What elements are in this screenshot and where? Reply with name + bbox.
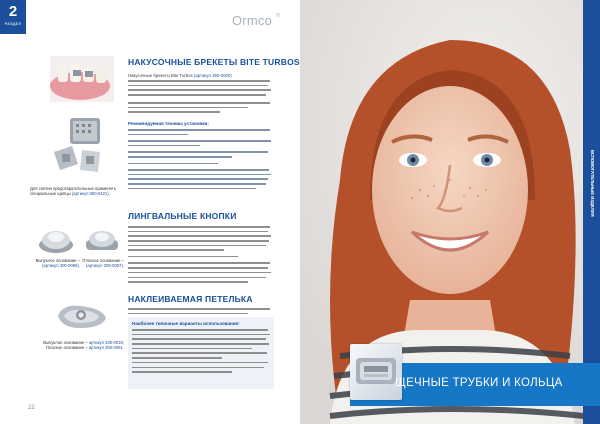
caption-line-2 — [26, 345, 124, 350]
info-box-heading: Наиболее типичные варианты использования: — [132, 321, 240, 326]
caption-code: (артикул 300-0097). — [86, 263, 124, 268]
caption-code: (артикул 300-0096). — [42, 263, 80, 268]
caption-code: (артикул 900-0421). — [71, 191, 110, 196]
bite-turbo-caption — [30, 186, 118, 196]
right-page — [300, 0, 600, 424]
section-title-lingual-buttons: ЛИНГВАЛЬНЫЕ КНОПКИ — [128, 211, 237, 221]
caption-code: артикул 300-0091. — [88, 345, 124, 350]
caption-text: Для снятия предотвратительные применять специальные щипцы — [30, 186, 116, 196]
side-strip-label: ВСПОМОГАТЕЛЬНЫЕ ИЗДЕЛИЯ — [590, 150, 595, 217]
registered-mark-icon: ® — [276, 13, 280, 19]
usage-paragraph — [128, 102, 272, 116]
intro-paragraph — [128, 80, 272, 99]
page-number: 22 — [28, 405, 35, 411]
caption-label: Выпуклое основание – — [43, 340, 88, 345]
instructions-heading: Рекомендуемая техника установки: — [128, 121, 209, 126]
bite-turbo-model-photo — [50, 56, 114, 102]
lingual-convex-caption — [34, 258, 80, 268]
buccal-tube-photo — [350, 344, 402, 400]
info-box-text — [132, 329, 272, 376]
usage-info-box — [128, 317, 274, 389]
section-label: РАЗДЕЛ — [4, 21, 22, 26]
bonded-eyelet-photo — [52, 298, 112, 334]
brand-logo: Ormco — [232, 13, 272, 28]
section-tab — [0, 0, 26, 34]
lingual-paragraph — [128, 226, 274, 286]
bite-turbo-product-photo — [50, 116, 108, 178]
banner-title: ЩЕЧНЫЕ ТРУБКИ И КОЛЬЦА — [395, 377, 563, 389]
lingual-button-convex-photo — [38, 228, 74, 254]
section-title-bonded-eyelet: НАКЛЕИВАЕМАЯ ПЕТЕЛЬКА — [128, 294, 253, 304]
eyelet-caption — [26, 340, 124, 350]
caption-label: Плоское основание – — [82, 258, 124, 263]
caption-code: артикул 330-0018; — [88, 340, 124, 345]
section-title-bite-turbos: НАКУСОЧНЫЕ БРЕКЕТЫ BITE TURBOS — [128, 57, 300, 67]
intro-code: (артикул 350-0000) — [193, 73, 232, 78]
section-number: 2 — [8, 3, 18, 20]
section-side-strip — [583, 0, 600, 424]
lingual-button-flat-photo — [84, 228, 120, 254]
intro-lead — [128, 73, 274, 78]
caption-label: Плоское основание – — [45, 345, 88, 350]
lingual-flat-caption — [80, 258, 124, 268]
instruction-steps — [128, 129, 274, 193]
smiling-woman-photo — [300, 0, 600, 424]
caption-label: Выпуклое основание – — [35, 258, 80, 263]
intro-lead-text: Накусочные брекеты Bite Turbos — [128, 73, 193, 78]
eyelet-paragraph — [128, 308, 274, 317]
